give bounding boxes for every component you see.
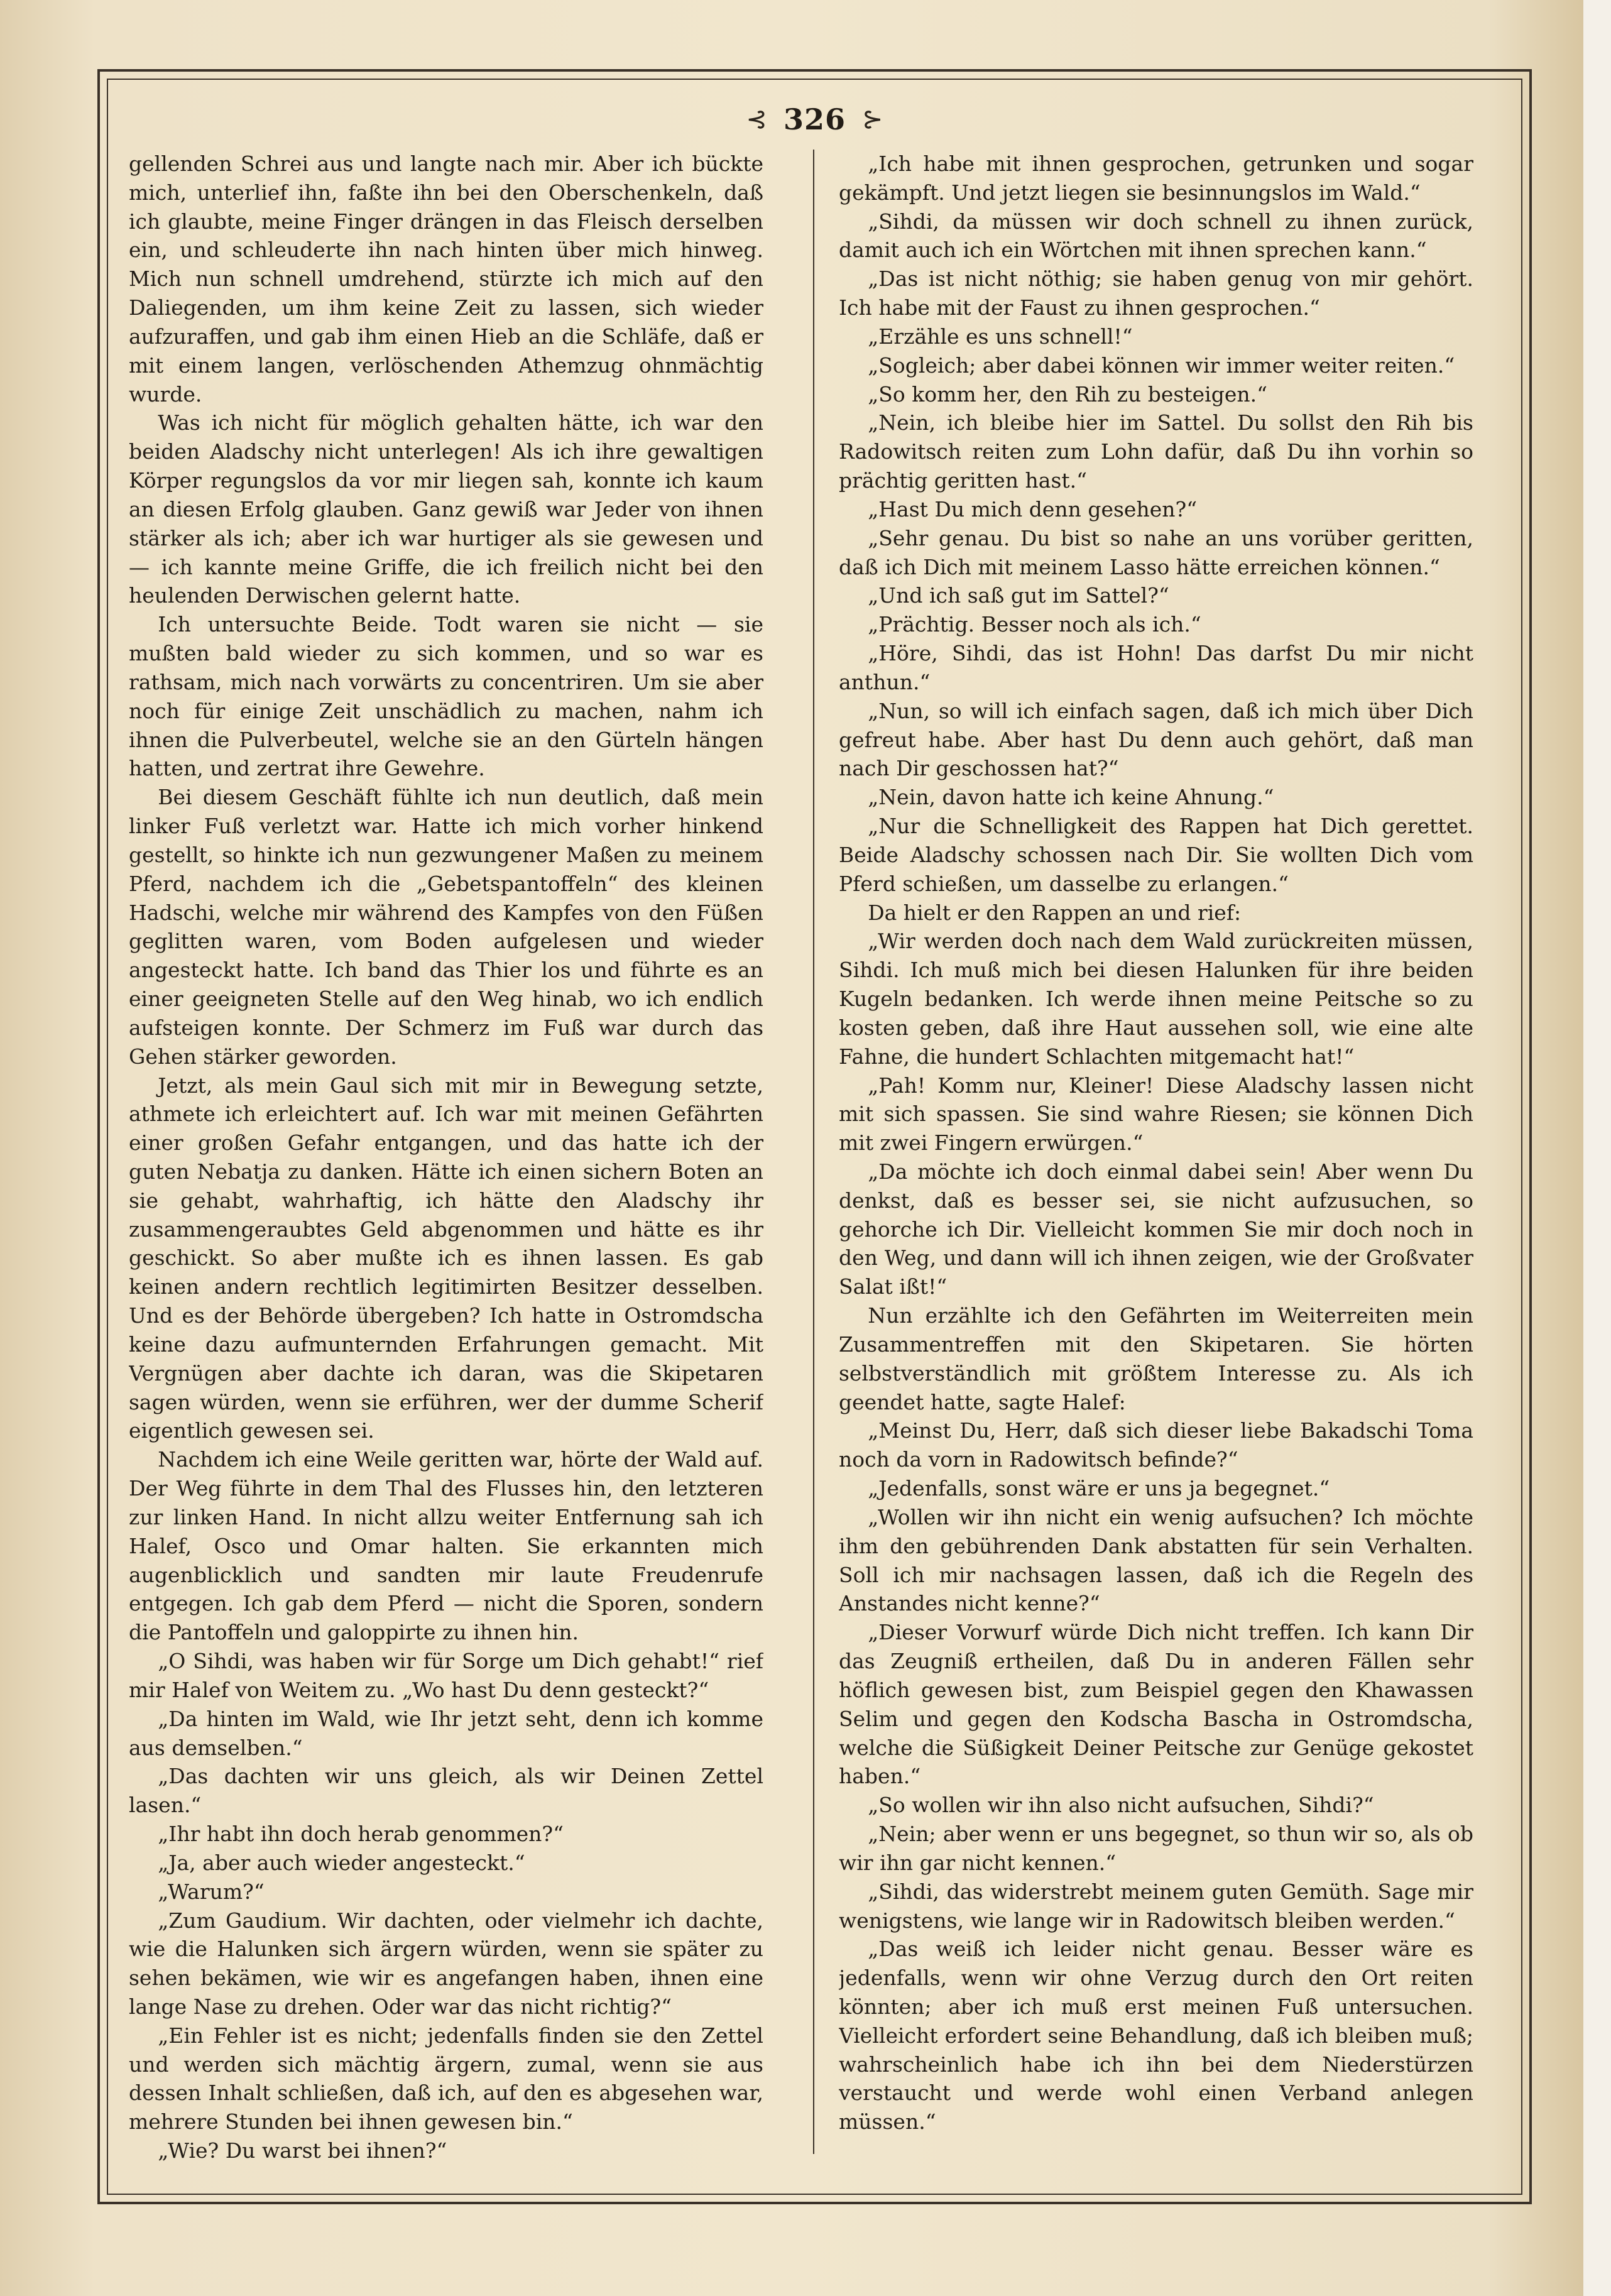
column-divider: [813, 150, 814, 2154]
ornament-left-icon: ⊰: [746, 105, 767, 134]
paragraph: „Das dachten wir uns gleich, als wir Deinen Zettel lasen.“: [129, 1764, 763, 1818]
paragraph: Da hielt er den Rappen an und rief:: [868, 900, 1242, 925]
paragraph: „Das ist nicht nöthig; sie haben genug von mir gehört. Ich habe mit der Faust zu ihnen gesprochen.“: [839, 266, 1473, 320]
ornament-right-icon: ⊱: [862, 105, 883, 134]
paragraph: „O Sihdi, was haben wir für Sorge um Dich gehabt!“ rief mir Halef von Weitem zu. „Wo hast Du denn gesteckt?“: [129, 1649, 763, 1702]
scan-edge: [1583, 0, 1611, 2296]
paragraph: Ich untersuchte Beide. Todt waren sie nicht — sie mußten bald wieder zu sich kommen, und so war es rathsam, mich nach vorwärts zu concentriren. Um sie aber noch für einige Zeit unschädlich zu machen, nahm ich ihnen die Pulverbeutel, welche sie an den Gürteln hängen hatten, und zertrat ihre Gewehre.: [129, 612, 763, 781]
paragraph: „Meinst Du, Herr, daß sich dieser liebe Bakadschi Toma noch da vorn in Radowitsch befinde?“: [839, 1418, 1473, 1472]
paragraph: „Sogleich; aber dabei können wir immer weiter reiten.“: [868, 353, 1455, 378]
paragraph: „Dieser Vorwurf würde Dich nicht treffen. Ich kann Dir das Zeugniß ertheilen, daß Du in anderen Fällen sehr höflich gewesen bist, zum Beispiel gegen den Khawassen Selim und gegen den Kodscha Bascha in Ostromdscha, welche die Süßigkeit Deiner Peitsche zur Genüge gekostet haben.“: [839, 1620, 1473, 1789]
right-column: [839, 150, 1473, 2179]
paragraph: „Hast Du mich denn gesehen?“: [868, 496, 1198, 522]
paragraph: „Nein; aber wenn er uns begegnet, so thun wir so, als ob wir ihn gar nicht kennen.“: [839, 1822, 1473, 1875]
paragraph: „Ja, aber auch wieder angesteckt.“: [158, 1850, 525, 1875]
paragraph: „Ein Fehler ist es nicht; jedenfalls finden sie den Zettel und werden sich mächtig ärgern, zumal, wenn sie aus dessen Inhalt schließen, daß ich, auf den es abgesehen war, mehrere Stunden bei ihnen gewesen bin.“: [129, 2023, 763, 2135]
paragraph: „Prächtig. Besser noch als ich.“: [868, 612, 1201, 637]
paragraph: „Und ich saß gut im Sattel?“: [868, 583, 1169, 608]
left-column: [129, 150, 763, 2179]
page-header: [107, 94, 1522, 145]
paragraph: „Da möchte ich doch einmal dabei sein! Aber wenn Du denkst, daß es besser sei, sie nicht aufzusuchen, so gehorche ich Dir. Vielleicht kommen Sie mir doch noch in den Weg, und dann will ich ihnen zeigen, wie der Großvater Salat ißt!“: [839, 1159, 1473, 1299]
paragraph: „So wollen wir ihn also nicht aufsuchen, Sihdi?“: [868, 1793, 1374, 1818]
paragraph: „Sihdi, da müssen wir doch schnell zu ihnen zurück, damit auch ich ein Wörtchen mit ihnen sprechen kann.“: [839, 209, 1473, 263]
paragraph: „Pah! Komm nur, Kleiner! Diese Aladschy lassen nicht mit sich spassen. Sie sind wahre Riesen; sie können Dich mit zwei Fingern erwürgen.“: [839, 1073, 1473, 1156]
paragraph: gellenden Schrei aus und langte nach mir. Aber ich bückte mich, unterlief ihn, faßte ihn bei den Oberschenkeln, daß ich glaubte, meine Finger drängen in das Fleisch derselben ein, und schleuderte ihn nach hinten über mich hinweg. Mich nun schnell umdrehend, stürzte ich mich auf den Daliegenden, um ihm keine Zeit zu lassen, sich wieder aufzuraffen, und gab ihm einen Hieb an die Schläfe, daß er mit einem langen, verlöschenden Athemzug ohnmächtig wurde.: [129, 151, 763, 407]
paragraph: Was ich nicht für möglich gehalten hätte, ich war den beiden Aladschy nicht unterlegen! Als ich ihre gewaltigen Körper regungslos da vor mir liegen sah, konnte ich kaum an diesen Erfolg glauben. Ganz gewiß war Jeder von ihnen stärker als ich; aber ich war hurtiger als sie gewesen und — ich kannte meine Griffe, die ich freilich nicht bei den heulenden Derwischen gelernt hatte.: [129, 410, 763, 608]
paragraph: „Wir werden doch nach dem Wald zurückreiten müssen, Sihdi. Ich muß mich bei diesen Halunken für ihre beiden Kugeln bedanken. Ich werde ihnen meine Peitsche so zu kosten geben, daß ihre Haut aussehen soll, wie eine alte Fahne, die hundert Schlachten mitgemacht hat!“: [839, 929, 1473, 1069]
paragraph: „Ihr habt ihn doch herab genommen?“: [158, 1822, 564, 1847]
paragraph: „Höre, Sihdi, das ist Hohn! Das darfst Du mir nicht anthun.“: [839, 641, 1473, 694]
paragraph: „So komm her, den Rih zu besteigen.“: [868, 381, 1267, 407]
paragraph: „Zum Gaudium. Wir dachten, oder vielmehr ich dachte, wie die Halunken sich ärgern würden, wenn sie später zu sehen bekämen, wie wir es angefangen haben, ihnen eine lange Nase zu drehen. Oder war das nicht richtig?“: [129, 1908, 763, 2019]
paragraph: „Nur die Schnelligkeit des Rappen hat Dich gerettet. Beide Aladschy schossen nach Dir. Sie wollten Dich vom Pferd schießen, um dasselbe zu erlangen.“: [839, 814, 1473, 896]
paragraph: Jetzt, als mein Gaul sich mit mir in Bewegung setzte, athmete ich erleichtert auf. Ich war mit meinen Gefährten einer großen Gefahr entgangen, und das hatte ich der guten Nebatja zu danken. Hätte ich einen sichern Boten an sie gehabt, wahrhaftig, ich hätte den Aladschy ihr zusammengeraubtes Geld abgenommen und hätte es ihr geschickt. So aber mußte ich es ihnen lassen. Es gab keinen andern rechtlich legitimirten Besitzer desselben. Und es der Behörde übergeben? Ich hatte in Ostromdscha keine dazu aufmunternden Erfahrungen gemacht. Mit Vergnügen aber dachte ich daran, was die Skipetaren sagen würden, wenn sie erführen, wer der dumme Scherif eigentlich gewesen sei.: [129, 1073, 763, 1443]
paragraph: Bei diesem Geschäft fühlte ich nun deutlich, daß mein linker Fuß verletzt war. Hatte ich mich vorher hinkend gestellt, so hinkte ich nun gezwungener Maßen zu meinem Pferd, nachdem ich die „Gebetspantoffeln“ des kleinen Hadschi, welche mir während des Kampfes von den Füßen geglitten waren, vom Boden aufgelesen und wieder angesteckt hatte. Ich band das Thier los und führte es an einer geeigneten Stelle auf den Weg hinab, wo ich endlich aufsteigen konnte. Der Schmerz im Fuß war durch das Gehen stärker geworden.: [129, 785, 763, 1069]
paragraph: „Sehr genau. Du bist so nahe an uns vorüber geritten, daß ich Dich mit meinem Lasso hätte erreichen können.“: [839, 525, 1473, 579]
paragraph: Nachdem ich eine Weile geritten war, hörte der Wald auf. Der Weg führte in dem Thal des Flusses hin, den letzteren zur linken Hand. In nicht allzu weiter Entfernung sah ich Halef, Osco und Omar halten. Sie erkannten mich augenblicklich und sandten mir laute Freudenrufe entgegen. Ich gab dem Pferd — nicht die Sporen, sondern die Pantoffeln und galoppirte zu ihnen hin.: [129, 1447, 763, 1645]
paragraph: „Nein, ich bleibe hier im Sattel. Du sollst den Rih bis Radowitsch reiten zum Lohn dafür, daß Du ihn vorhin so prächtig geritten hast.“: [839, 410, 1473, 493]
paragraph: „Ich habe mit ihnen gesprochen, getrunken und sogar gekämpft. Und jetzt liegen sie besinnungslos im Wald.“: [839, 151, 1473, 205]
paragraph: „Das weiß ich leider nicht genau. Besser wäre es jedenfalls, wenn wir ohne Verzug durch den Ort reiten könnten; aber ich muß erst meinen Fuß untersuchen. Vielleicht erfordert seine Behandlung, daß ich bleiben muß; wahrscheinlich habe ich ihn bei dem Niederstürzen verstaucht und werde wohl einen Verband anlegen müssen.“: [839, 1937, 1473, 2135]
paragraph: „Nein, davon hatte ich keine Ahnung.“: [868, 785, 1274, 810]
paragraph: „Wie? Du warst bei ihnen?“: [158, 2138, 447, 2163]
paragraph: „Da hinten im Wald, wie Ihr jetzt seht, denn ich komme aus demselben.“: [129, 1706, 763, 1760]
page-number: 326: [783, 102, 846, 136]
paragraph: „Sihdi, das widerstrebt meinem guten Gemüth. Sage mir wenigstens, wie lange wir in Radowitsch bleiben werden.“: [839, 1879, 1473, 1933]
paragraph: „Nun, so will ich einfach sagen, daß ich mich über Dich gefreut habe. Aber hast Du denn auch gehört, daß man nach Dir geschossen hat?“: [839, 698, 1473, 781]
paragraph: „Warum?“: [158, 1879, 265, 1904]
paragraph: Nun erzählte ich den Gefährten im Weiterreiten mein Zusammentreffen mit den Skipetaren. Sie hörten selbstverständlich mit größtem Interesse zu. Als ich geendet hatte, sagte Halef:: [839, 1303, 1473, 1414]
paragraph: „Erzähle es uns schnell!“: [868, 324, 1133, 349]
paragraph: „Jedenfalls, sonst wäre er uns ja begegnet.“: [868, 1476, 1330, 1501]
paragraph: „Wollen wir ihn nicht ein wenig aufsuchen? Ich möchte ihm den gebührenden Dank abstatten für sein Verhalten. Soll ich mir nachsagen lassen, daß ich die Regeln des Anstandes nicht kenne?“: [839, 1504, 1473, 1616]
